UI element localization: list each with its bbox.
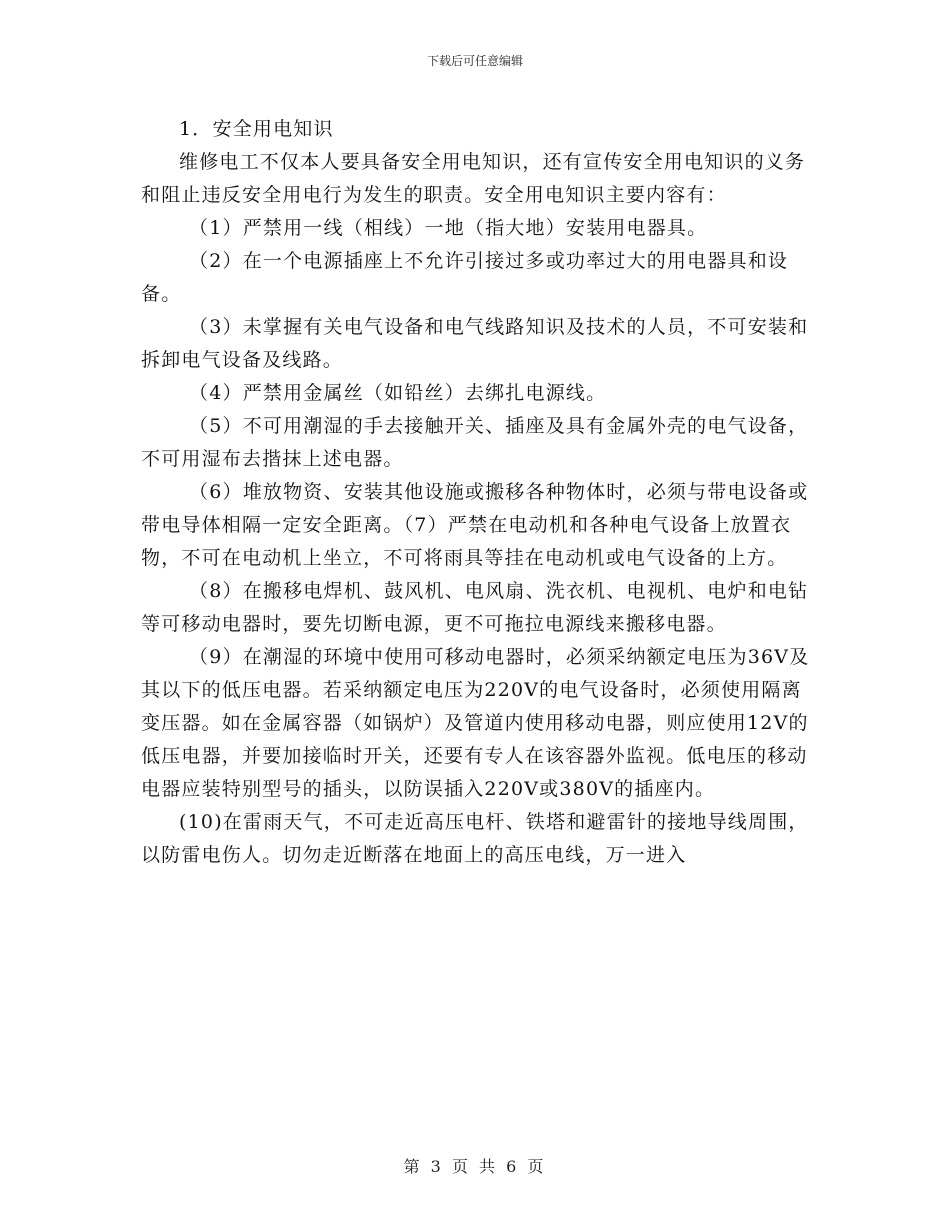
list-item-3: （3）未掌握有关电气设备和电气线路知识及技术的人员，不可安装和拆卸电气设备及线路。 xyxy=(141,316,809,371)
list-item-6-7: （6）堆放物资、安装其他设施或搬移各种物体时，必须与带电设备或带电导体相隔一定安全距离。（7）严禁在电动机和各种电气设备上放置衣物，不可在电动机上坐立，不可将雨具等挂在电动机或电气设备的上方。 xyxy=(141,481,809,569)
list-item-1: （1）严禁用一线（相线）一地（指大地）安装用电器具。 xyxy=(189,217,708,239)
page-header: 下载后可任意编辑 xyxy=(426,54,523,68)
document-body xyxy=(141,113,815,872)
list-item-10: (10)在雷雨天气，不可走近高压电杆、铁塔和避雷针的接地导线周围，以防雷电伤人。切勿走近断落在地面上的高压电线，万一进入 xyxy=(141,811,809,866)
section-heading: 1．安全用电知识 xyxy=(179,118,334,140)
list-item-4: （4）严禁用金属丝（如铅丝）去绑扎电源线。 xyxy=(189,382,607,404)
list-item-5: （5）不可用潮湿的手去接触开关、插座及具有金属外壳的电气设备，不可用湿布去揩抹上述电器。 xyxy=(141,415,809,470)
intro-paragraph: 维修电工不仅本人要具备安全用电知识，还有宣传安全用电知识的义务和阻止违反安全用电行为发生的职责。安全用电知识主要内容有： xyxy=(141,151,806,206)
list-item-8: （8）在搬移电焊机、鼓风机、电风扇、洗衣机、电视机、电炉和电钻等可移动电器时，要先切断电源，更不可拖拉电源线来搬移电器。 xyxy=(141,580,809,635)
list-item-2: （2）在一个电源插座上不允许引接过多或功率过大的用电器具和设备。 xyxy=(141,250,789,305)
list-item-9: （9）在潮湿的环境中使用可移动电器时，必须采纳额定电压为36V及其以下的低压电器。若采纳额定电压为220V的电气设备时，必须使用隔离变压器。如在金属容器（如锅炉）及管道内使用移动电器，则应使用12V的低压电器，并要加接临时开关，还要有专人在该容器外监视。低电压的移动电器应装特别型号的插头，以防误插入220V或380V的插座内。 xyxy=(141,646,810,800)
page-number-footer: 第 3 页 共 6 页 xyxy=(403,1157,547,1176)
